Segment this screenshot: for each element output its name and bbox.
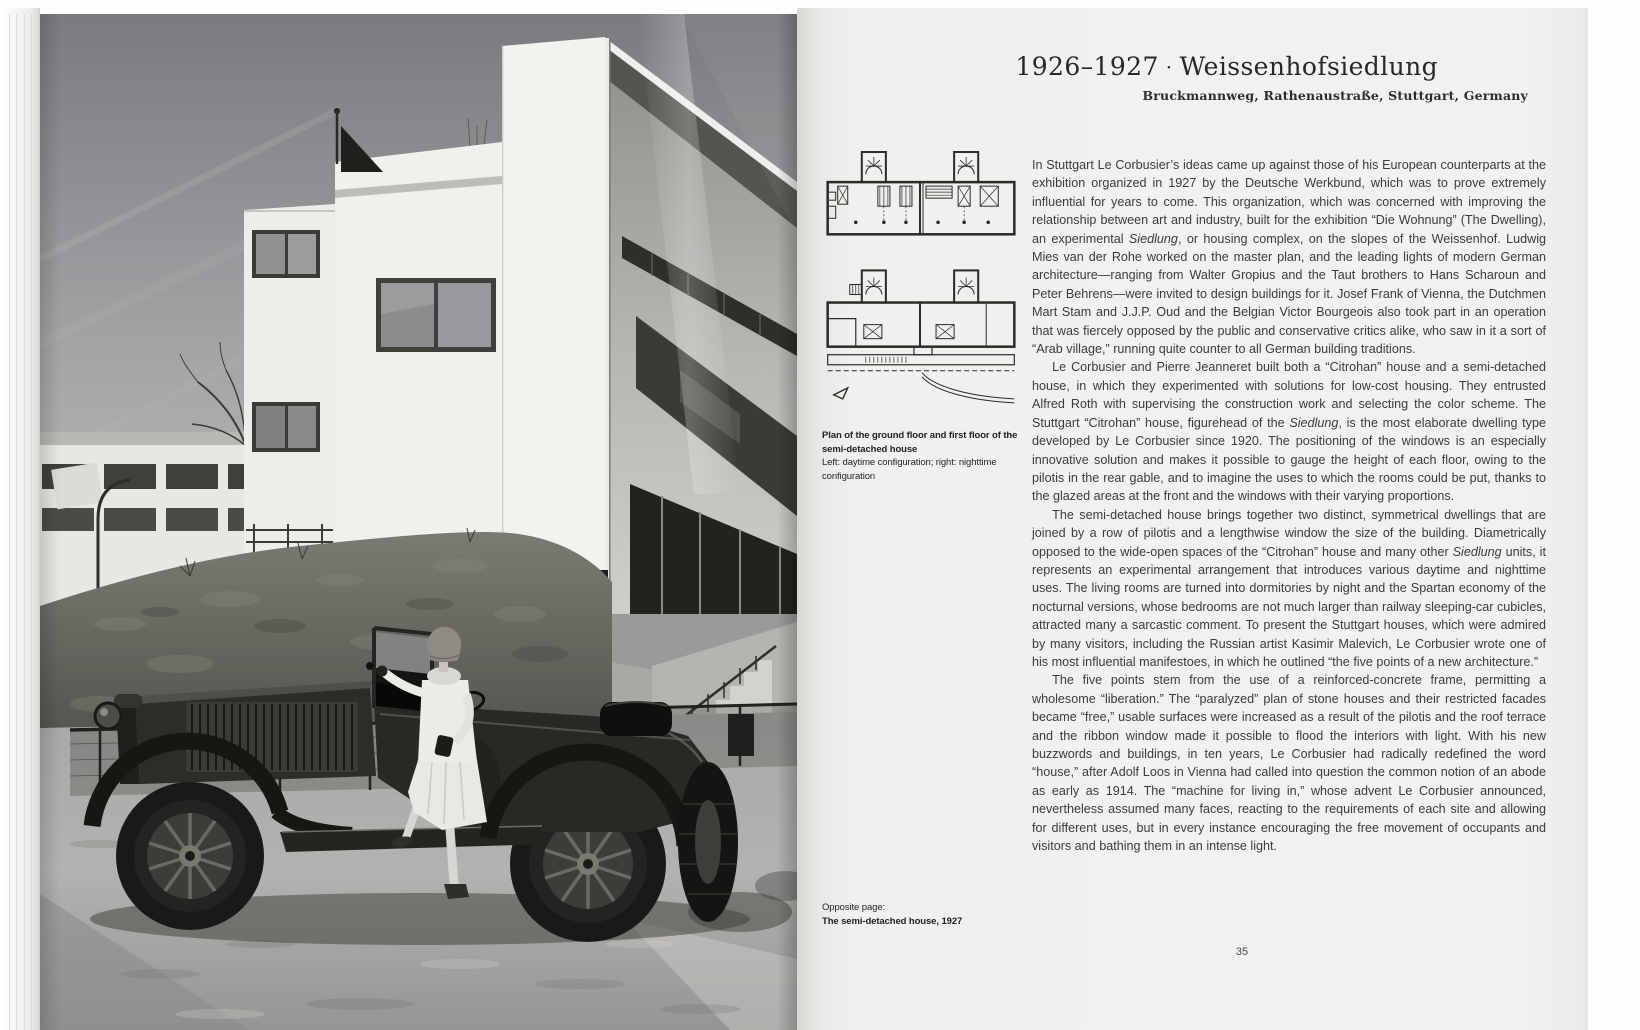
right-page — [797, 8, 1588, 1030]
paragraph — [1032, 156, 1546, 358]
figure-caption — [822, 429, 1034, 483]
left-page-photo — [40, 14, 797, 1030]
window-main-box — [376, 278, 496, 352]
ground-floor-plan — [828, 270, 1015, 402]
page-edge-line — [16, 14, 17, 1030]
caption-lead: Opposite page: — [822, 902, 886, 913]
page-edge-line — [24, 14, 25, 1030]
fore-edge-left — [0, 8, 40, 1030]
italic-term: Siedlung — [1452, 544, 1502, 559]
floor-plan-figure — [821, 148, 1021, 434]
figure-caption-bold: Plan of the ground floor and first floor of the semi-detached house — [822, 430, 1018, 455]
page-edge-line — [9, 14, 10, 1030]
paragraph — [1032, 671, 1546, 855]
floor-plan-drawing — [821, 148, 1021, 434]
paragraph-text: In Stuttgart Le Corbusier’s ideas came up against those of his European counterparts at the exhibition organized in 1927 by the Deutsche Werkbund, which was to prove extremely influential for years to come. This organization, which was concerned with improving the relationship between art and industry, built for the exhibition “Die Wohnung” (The Dwelling), an experimental — [1032, 158, 1546, 246]
page-number: 35 — [1235, 946, 1249, 958]
italic-term: Siedlung — [1128, 231, 1178, 246]
paragraph — [1032, 358, 1546, 505]
title-separator: · — [1165, 55, 1173, 79]
caption-title: The semi-detached house, 1927 — [822, 915, 963, 927]
first-floor-plan — [828, 152, 1015, 234]
page-subtitle: Bruckmannweg, Rathenaustraße, Stuttgart, Germany — [1142, 88, 1528, 103]
opposite-page-caption — [822, 901, 1052, 928]
paragraph-text: , or housing complex, on the slopes of the Weissenhof. Ludwig Mies van der Rohe worked on the master plan, and the leading lights of modern German architecture—ranging from Walter Gropius and the Taut brothers to Hans Scharoun and Peter Behrens—were invited to design buildings for it. Josef Frank of Vienna, the Dutchmen Mart Stam and J.J.P. Oud and the Belgian Victor Bourgeois also took part in an operation that was fiercely opposed by the public and conservative critics alike, who saw in it a sort of “Arab village,” running quite counter to all German building traditions. — [1032, 231, 1546, 357]
photo-illustration — [40, 14, 797, 1030]
paragraph — [1032, 506, 1546, 672]
figure-caption-note: Left: daytime configuration; right: nighttime configuration — [822, 457, 997, 482]
paragraph-text: units, it represents an experimental arrangement that introduces various daytime and nighttime uses. The living rooms are turned into dormitories by night and the Spartan economy of the nocturnal versions, whose bedrooms are not much larger than railway sleeping-car cubicles, attracted many a sarcastic comment. To present the Stuttgart houses, which were admired by many visitors, including the Russian artist Kasimir Malevich, Le Corbusier wrote one of his most influential manifestoes, in which he outlined “the five points of a new architecture.” — [1032, 544, 1546, 669]
spare-tire — [678, 762, 738, 922]
italic-term: Siedlung — [1289, 415, 1339, 430]
page-title — [1015, 52, 1438, 81]
paragraph-text: The semi-detached house brings together two distinct, symmetrical dwellings that are joined by a row of pilotis and a lengthwise window the size of the building. Diametrically opposed to the wide-open spaces of the “Citrohan” house and many other — [1032, 507, 1546, 559]
front-wheel — [116, 782, 264, 930]
article — [1032, 156, 1546, 855]
window-left-tower-lower — [252, 402, 320, 452]
paragraph-text: , is the most elaborate dwelling type developed by Le Corbusier since 1920. The positioning of the windows is an especially innovative solution and makes it possible to gauge the height of each floor, owing to the pilotis in the rear gable, and to imagine the uses to which the rooms could be put, thanks to the glazed areas at the front and the windows with their varying proportions. — [1032, 415, 1546, 504]
paragraph-text: Le Corbusier and Pierre Jeanneret built both a “Citrohan” house and a semi-detached house, in which they experimented with solutions for low-cost housing. They entrusted Alfred Roth with supervising the construction work and selecting the color scheme. The Stuttgart “Citrohan” house, figurehead of the — [1032, 360, 1546, 430]
title-name: Weissenhofsiedlung — [1179, 52, 1438, 81]
paragraph-text: The five points stem from the use of a reinforced-concrete frame, permitting a wholesome “liberation.” The “paralyzed” plan of stone houses and their restricted facades became “free,” usable surfaces were increased as a result of the pilotis and the roof terrace and the ribbon window made it possible to flood the interiors with light. With his new buzzwords and buildings, in ten years, Le Corbusier had radically redefined the word “house,” after Adolf Loos in Vienna had called into question the common notion of an abode as early as 1914. The “machine for living in,” whose advent Le Corbusier announced, nevertheless assumed many faces, reacting to the requirements of each site and allowing for different uses, but in every instance encouraging the free movement of occupants and visitors and bathing them in an intense light. — [1032, 673, 1546, 854]
page-edge-line — [31, 14, 32, 1030]
window-left-tower-upper — [252, 230, 320, 278]
title-years: 1926–1927 — [1015, 52, 1159, 81]
